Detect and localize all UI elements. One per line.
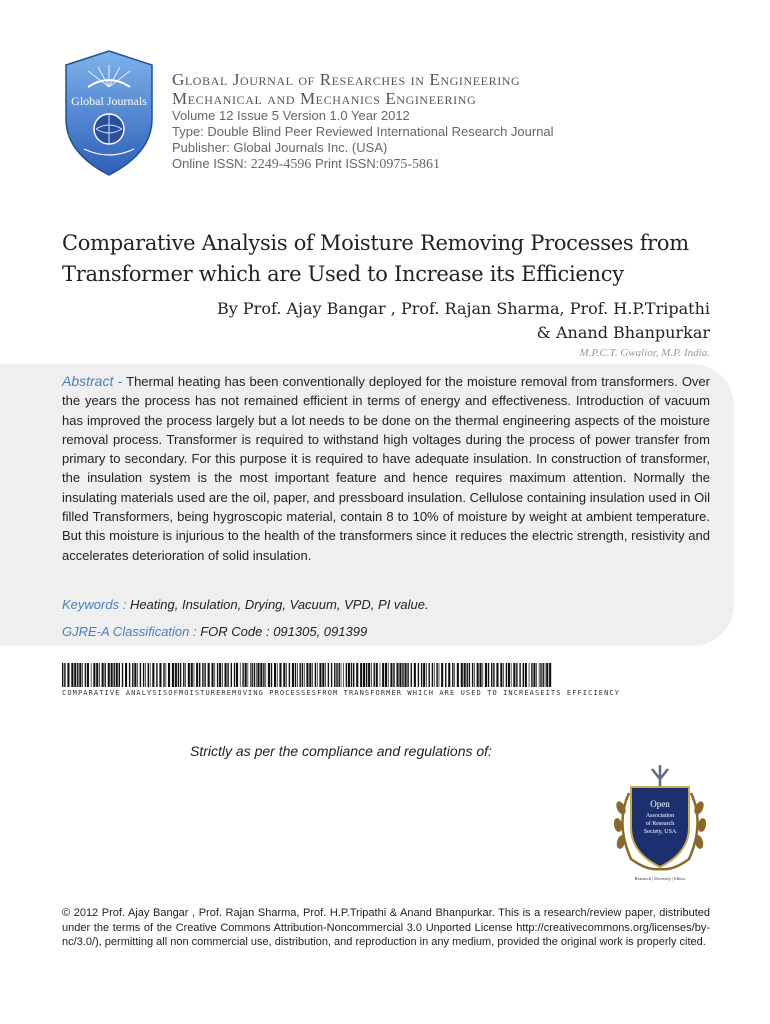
journal-title-line2: Mechanical and Mechanics Engineering xyxy=(172,89,477,108)
logo-wordmark: Global Journals xyxy=(71,94,147,108)
seal-line3: of Research xyxy=(645,821,675,827)
journal-header xyxy=(172,70,732,173)
paper-authors xyxy=(150,297,710,345)
keywords xyxy=(62,597,429,612)
classification-value: FOR Code : 091305, 091399 xyxy=(200,624,368,639)
journal-volume: Volume 12 Issue 5 Version 1.0 Year 2012 xyxy=(172,108,410,123)
barcode-caption: COMPARATIVE ANALYSISOFMOISTUREREMOVING PROCESSESFROM TRANSFORMER WHICH ARE USED TO INCREASEITS EFFICIENCY xyxy=(62,689,621,697)
issn-online: 2249-4596 xyxy=(250,157,312,172)
keywords-label: Keywords : xyxy=(62,597,127,612)
keywords-value: Heating, Insulation, Drying, Vacuum, VPD, PI value. xyxy=(129,597,429,612)
authors-line1: By Prof. Ajay Bangar , Prof. Rajan Sharma, Prof. H.P.Tripathi xyxy=(217,299,710,318)
seal-line1: Open xyxy=(650,799,670,809)
authors-line2: & Anand Bhanpurkar xyxy=(536,323,710,342)
author-affiliation: M.P.C.T. Gwalior, M.P. India. xyxy=(579,347,710,359)
paper-title: Comparative Analysis of Moisture Removing Processes from Transformer which are Used to Increase its Efficiency xyxy=(62,231,689,286)
compliance-text: Strictly as per the compliance and regulations of: xyxy=(190,743,492,759)
barcode xyxy=(62,663,551,687)
seal-motto: Research | Diversity | Ethics xyxy=(634,876,686,881)
issn-print-label: Print ISSN: xyxy=(311,156,380,171)
abstract-label: Abstract - xyxy=(62,373,123,389)
abstract xyxy=(62,372,710,565)
journal-publisher: Publisher: Global Journals Inc. (USA) xyxy=(172,140,388,155)
issn-print: 0975-5861 xyxy=(379,157,441,172)
seal-line2: Association xyxy=(645,813,675,819)
issn-online-label: Online ISSN: xyxy=(172,156,251,171)
classification-label: GJRE-A Classification : xyxy=(62,624,197,639)
journal-issn xyxy=(172,156,732,173)
abstract-text: Thermal heating has been conventionally deployed for the moisture removal from transformers. Over the years the process has not remained efficient in terms of energy and effectiveness. Introduction of vacuum has improved the process largely but a lot needs to be done on the thermal engineering aspects of the moisture removal process. Transformer is required to withstand high voltages during the process of power transfer from primary to secondary. For this purpose it is required to have adequate insulation. In construction of transformer, the insulation system is the most important feature and hence requires maximum attention. Normally the insulating materials used are the oil, paper, and pressboard insulation. Cellulose containing insulation used in Oil filled Transformers, being hygroscopic material, contain 8 to 10% of moisture by weight at ambient temperature. But this moisture is injurious to the health of the transformers since it reduces the electric strength, resistivity and accelerates deterioration of solid insulation. xyxy=(62,374,710,563)
journal-title-line1: Global Journal of Researches in Engineering xyxy=(172,70,521,89)
seal-line4: Society, USA xyxy=(643,829,677,835)
journal-type: Type: Double Blind Peer Reviewed International Research Journal xyxy=(172,124,554,139)
global-journals-logo xyxy=(58,49,160,177)
open-association-seal xyxy=(607,763,713,883)
license-text: © 2012 Prof. Ajay Bangar , Prof. Rajan Sharma, Prof. H.P.Tripathi & Anand Bhanpurkar. This is a research/review paper, distributed under the terms of the Creative Commons Attribution-Noncommercial 3.0 Unported License http://creativecommons.org/licenses/by-nc/3.0/), permitting all non commercial use, distribution, and reproduction in any medium, provided the original work is properly cited. xyxy=(62,907,710,948)
classification xyxy=(62,624,367,639)
